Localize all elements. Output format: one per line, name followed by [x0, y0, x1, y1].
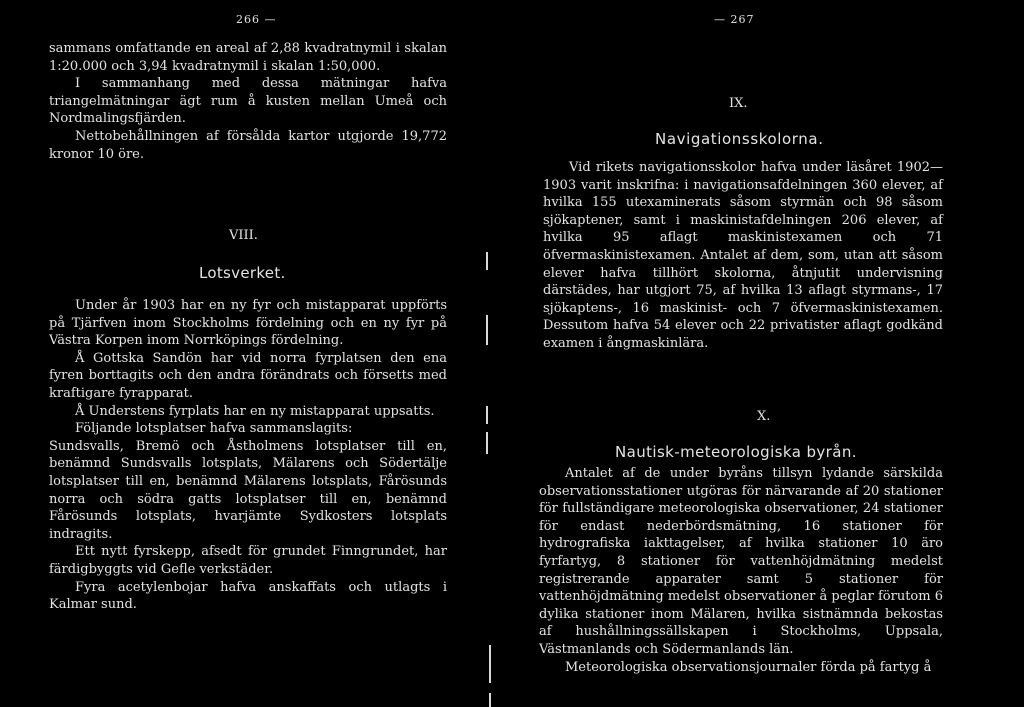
paragraph: Sundsvalls, Bremö och Åstholmens lotsplatser till en, benämnd Sundsvalls lotsplats, Mälarens och Södertälje lotsplatser till en, benämnd Mälarens lotsplats, Fårösunds norra och södra gatts lotsplatser till en, benämnd Fårösunds lotsplats, hvarjämte Sydkosters lotsplats indragits.	[49, 438, 447, 542]
paragraph: sammans omfattande en areal af 2,88 kvadratnymil i skalan 1:20.000 och 3,94 kvadratnymil i skalan 1:50,000.	[49, 41, 447, 74]
paragraph: Å Understens fyrplats har en ny mistapparat uppsatts.	[75, 403, 435, 419]
paragraph: Meteorologiska observationsjournaler förda på fartyg å	[565, 659, 932, 675]
paragraph: Följande lotsplatser hafva sammanslagits:	[75, 421, 353, 437]
section-text	[543, 159, 943, 353]
section-number: X.	[757, 409, 771, 424]
section-text	[539, 465, 943, 676]
section-title: Nautisk-meteorologiska byrån.	[615, 443, 857, 461]
paragraph: Vid rikets navigationsskolor hafva under läsåret 1902—1903 varit inskrifna: i navigationsafdelningen 360 elever, af hvilka 155 utexaminerats såsom styrmän och 98 såsom sjökaptener, samt i maskinistafdelningen 206 elever, af hvilka 95 aflagt maskinistexamen och 71 öfvermaskinistexamen. Antalet af dem, som, utan att såsom elever hafva tillhört skolorna, åtnjutit undervisning därstädes, har utgjort 75, af hvilka 13 aflagt styrmans-, 17 sjökaptens-, 16 maskinist- och 7 öfvermaskinistexamen. Dessutom hafva 54 elever och 22 privatister aflagt godkänd examen i ångmaskinlära.	[543, 160, 943, 351]
paragraph: Å Gottska Sandön har vid norra fyrplatsen den ena fyren borttagits och den andra förändrats och försetts med kraftigare fyrapparat.	[49, 350, 447, 401]
right-page-number: — 267	[714, 13, 755, 26]
left-page-number: 266 —	[236, 13, 277, 26]
paragraph: Nettobehållningen af försålda kartor utgjorde 19,772 kronor 10 öre.	[49, 128, 447, 162]
paragraph: I sammanhang med dessa mätningar hafva triangelmätningar ägt rum å kusten mellan Umeå och Nordmalingsfjärden.	[49, 76, 447, 127]
section-title: Lotsverket.	[199, 264, 286, 282]
paragraph: Ett nytt fyrskepp, afsedt för grundet Finngrundet, har färdigbyggts vid Gefle verkstäder.	[49, 544, 447, 577]
section-title: Navigationsskolorna.	[655, 130, 824, 148]
paragraph: Fyra acetylenbojar hafva anskaffats och utlagts i Kalmar sund.	[49, 579, 447, 613]
paragraph: Under år 1903 har en ny fyr och mistapparat uppförts på Tjärfven inom Stockholms fördelning och en ny fyr på Västra Korpen inom Norrköpings fördelning.	[49, 298, 447, 349]
section-number: IX.	[729, 96, 748, 111]
section-number: VIII.	[229, 228, 258, 243]
paragraph: Antalet af de under byråns tillsyn lydande särskilda observationsstationer utgöras för närvarande af 20 stationer för fullständigare meteorologiska observationer, 24 stationer för endast nederbördsmätning, 16 stationer för hydrografiska iakttagelser, af hvilka stationer 10 äro fyrfartyg, 8 stationer för vattenhöjdmätning medelst registrerande apparater samt 5 stationer för vattenhöjdmätning medelst observationer å peglar förutom 6 dylika stationer inom Mälaren, hvilka sistnämnda bekostas af hushållningssällskapen i Stockholms, Uppsala, Västmanlands och Södermanlands län.	[539, 466, 943, 657]
